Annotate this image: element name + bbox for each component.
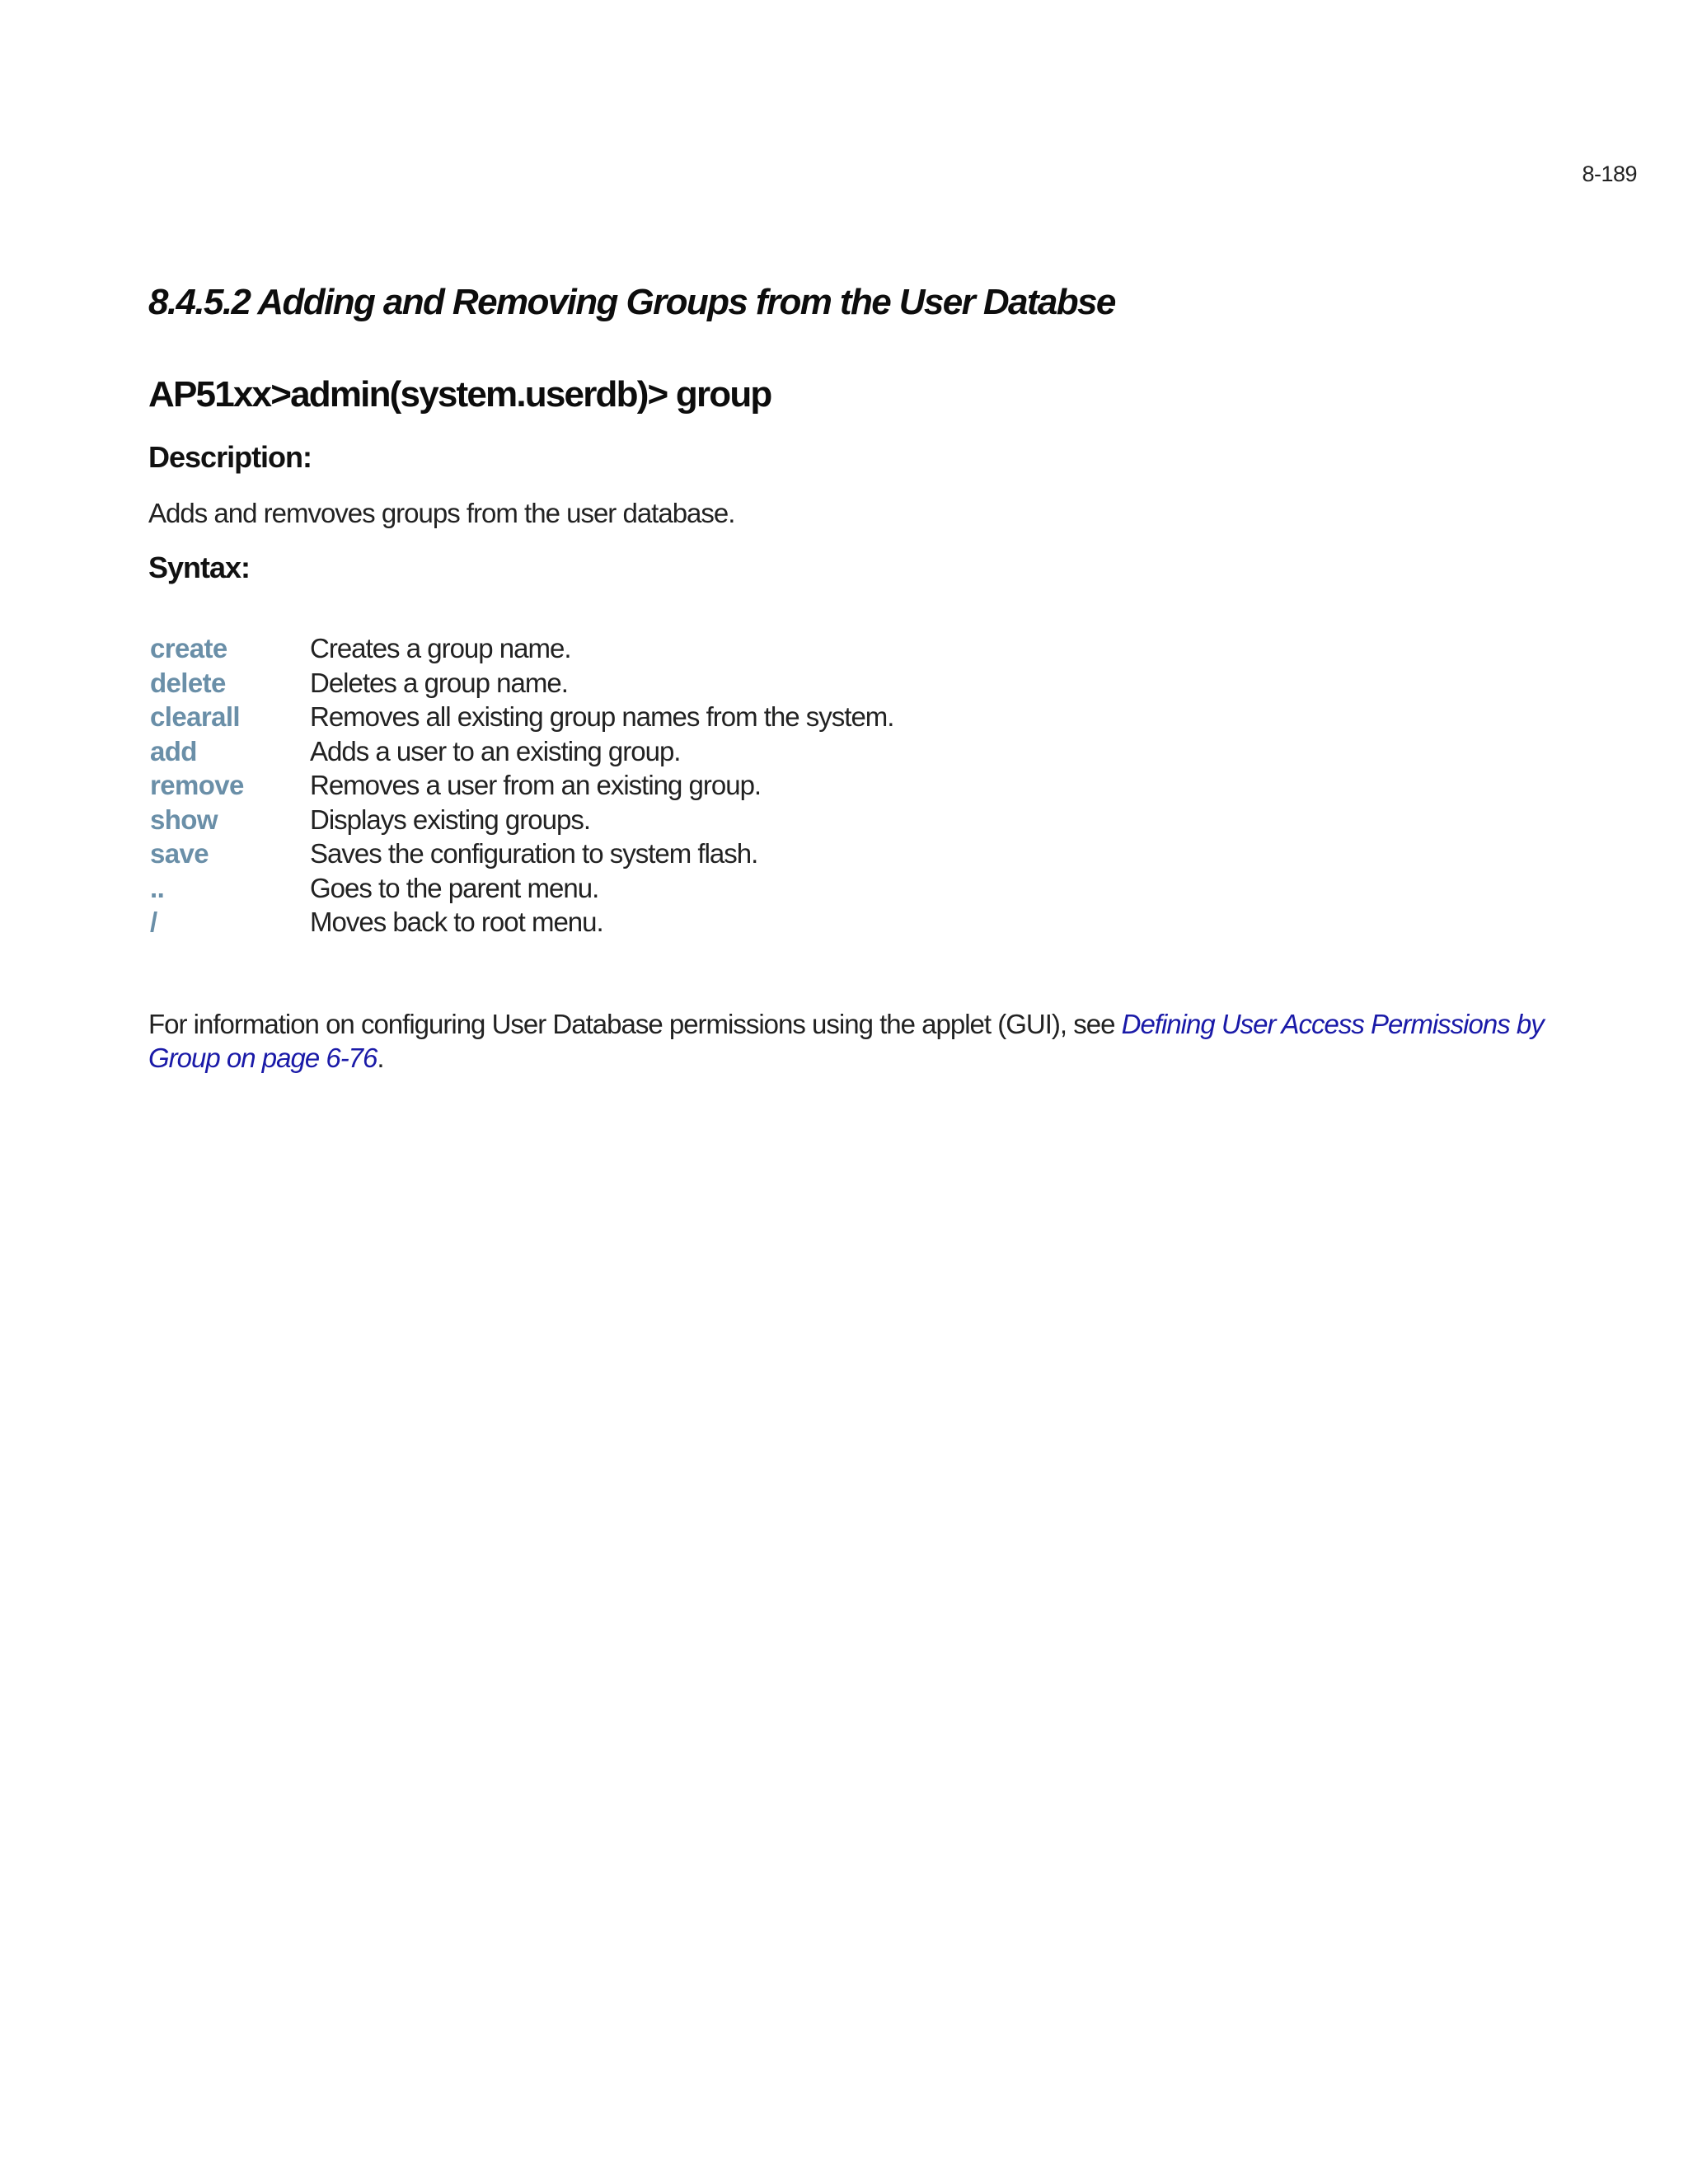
syntax-row-delete xyxy=(148,668,1550,702)
syntax-row-show xyxy=(148,804,1550,839)
cross-reference-link[interactable]: Defining User Access Permissions by Group on page 6-76 xyxy=(148,1009,1544,1073)
syntax-description: Moves back to root menu. xyxy=(310,907,603,937)
syntax-row-save xyxy=(148,838,1550,873)
syntax-command: .. xyxy=(150,872,165,903)
syntax-command: / xyxy=(150,907,157,937)
syntax-label: Syntax: xyxy=(148,551,251,584)
syntax-description: Creates a group name. xyxy=(310,633,571,663)
syntax-description: Saves the configuration to system flash. xyxy=(310,838,758,869)
syntax-command: add xyxy=(150,735,197,766)
info-suffix: . xyxy=(377,1043,384,1073)
description-label: Description: xyxy=(148,440,312,474)
command-heading: AP51xx>admin(system.userdb)> group xyxy=(148,374,771,415)
syntax-row-remove xyxy=(148,770,1550,804)
syntax-row-parent xyxy=(148,873,1550,907)
syntax-description: Goes to the parent menu. xyxy=(310,872,599,903)
info-text: For information on configuring User Database permissions using the applet (GUI), see xyxy=(148,1009,1122,1039)
syntax-description: Adds a user to an existing group. xyxy=(310,735,681,766)
syntax-description: Deletes a group name. xyxy=(310,667,568,698)
section-title: 8.4.5.2 Adding and Removing Groups from the User Databse xyxy=(148,282,1115,322)
page-number: 8-189 xyxy=(1582,162,1637,186)
syntax-description: Removes a user from an existing group. xyxy=(310,770,762,800)
syntax-command: show xyxy=(150,804,218,835)
syntax-command: delete xyxy=(150,667,226,698)
info-paragraph xyxy=(148,1007,1582,1075)
description-text: Adds and remvoves groups from the user database. xyxy=(148,498,735,528)
syntax-row-add xyxy=(148,736,1550,771)
syntax-list xyxy=(148,633,1550,941)
syntax-command: remove xyxy=(150,770,244,800)
syntax-description: Removes all existing group names from the system. xyxy=(310,701,894,732)
syntax-row-root xyxy=(148,907,1550,941)
syntax-description: Displays existing groups. xyxy=(310,804,590,835)
syntax-command: create xyxy=(150,633,227,663)
syntax-row-clearall xyxy=(148,701,1550,736)
syntax-row-create xyxy=(148,633,1550,668)
syntax-command: save xyxy=(150,838,209,869)
syntax-command: clearall xyxy=(150,701,240,732)
